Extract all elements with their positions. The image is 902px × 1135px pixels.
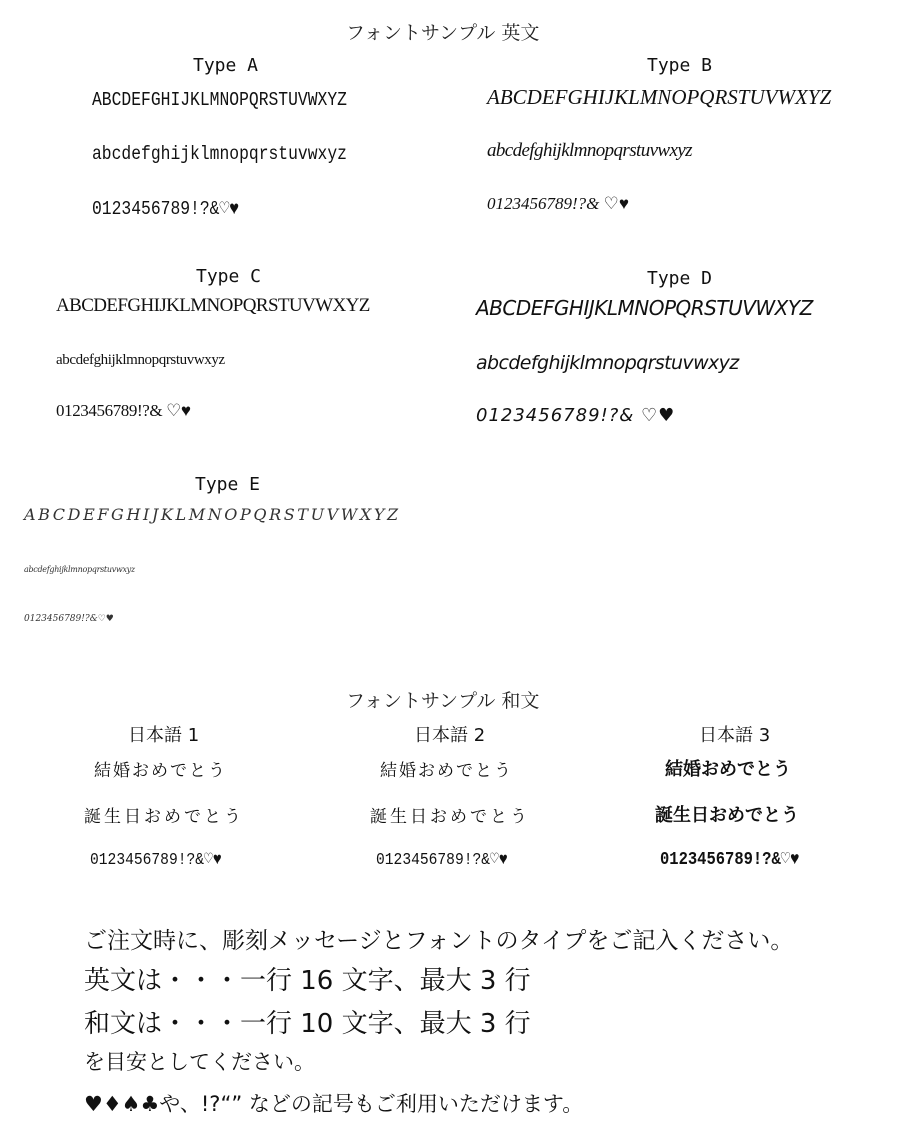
type-a-lowercase: abcdefghijklmnopqrstuvwxyz bbox=[92, 143, 347, 165]
note-japanese-limit: 和文は・・・一行 10 文字、最大 3 行 bbox=[84, 1009, 531, 1039]
note-english-limit: 英文は・・・一行 16 文字、最大 3 行 bbox=[84, 966, 531, 996]
type-c-label: Type C bbox=[196, 266, 262, 287]
type-b-uppercase: ABCDEFGHIJKLMNOPQRSTUVWXYZ bbox=[487, 85, 832, 109]
japanese-1-label: 日本語 1 bbox=[128, 725, 200, 746]
japanese-section-title: フォントサンプル 和文 bbox=[346, 690, 540, 712]
type-a-digits: 0123456789!?&♡♥ bbox=[92, 198, 240, 220]
note-guideline: を目安としてください。 bbox=[84, 1050, 315, 1074]
japanese-3-line2: 誕生日おめでとう bbox=[655, 805, 799, 826]
type-c-uppercase: ABCDEFGHIJKLMNOPQRSTUVWXYZ bbox=[56, 295, 370, 316]
type-d-uppercase: ABCDEFGHIJKLMNOPQRSTUVWXYZ bbox=[476, 296, 813, 320]
japanese-3-line1: 結婚おめでとう bbox=[665, 759, 791, 780]
type-d-label: Type D bbox=[647, 268, 713, 289]
japanese-3-digits: 0123456789!?&♡♥ bbox=[660, 850, 800, 870]
type-b-label: Type B bbox=[647, 55, 713, 76]
japanese-1-line2: 誕生日おめでとう bbox=[84, 807, 244, 827]
type-e-lowercase: abcdefghijklmnopqrstuvwxyz bbox=[24, 565, 135, 574]
type-b-digits: 0123456789!?& ♡♥ bbox=[487, 194, 629, 213]
type-e-digits: 0123456789!?&♡♥ bbox=[24, 614, 114, 624]
type-a-uppercase: ABCDEFGHIJKLMNOPQRSTUVWXYZ bbox=[92, 89, 347, 111]
type-d-lowercase: abcdefghijklmnopqrstuvwxyz bbox=[476, 352, 739, 374]
japanese-2-line2: 誕生日おめでとう bbox=[370, 807, 530, 827]
type-c-digits: 0123456789!?& ♡♥ bbox=[56, 401, 191, 420]
english-section-title: フォントサンプル 英文 bbox=[346, 22, 540, 44]
japanese-3-label: 日本語 3 bbox=[699, 725, 771, 746]
japanese-2-digits: 0123456789!?&♡♥ bbox=[376, 851, 508, 870]
type-a-label: Type A bbox=[193, 55, 259, 76]
note-symbols: ♥♦♠♣や、!?“” などの記号もご利用いただけます。 bbox=[84, 1092, 584, 1116]
japanese-2-line1: 結婚おめでとう bbox=[380, 761, 513, 781]
type-b-lowercase: abcdefghijklmnopqrstuvwxyz bbox=[487, 140, 692, 161]
note-order-instruction: ご注文時に、彫刻メッセージとフォントのタイプをご記入ください。 bbox=[84, 928, 794, 954]
japanese-1-line1: 結婚おめでとう bbox=[94, 761, 227, 781]
japanese-1-digits: 0123456789!?&♡♥ bbox=[90, 851, 222, 870]
type-e-label: Type E bbox=[195, 474, 261, 495]
type-e-uppercase: ABCDEFGHIJKLMNOPQRSTUVWXYZ bbox=[24, 505, 401, 524]
japanese-2-label: 日本語 2 bbox=[414, 725, 486, 746]
type-d-digits: 0123456789!?& ♡♥ bbox=[476, 405, 676, 426]
type-c-lowercase: abcdefghijklmnopqrstuvwxyz bbox=[56, 352, 225, 368]
